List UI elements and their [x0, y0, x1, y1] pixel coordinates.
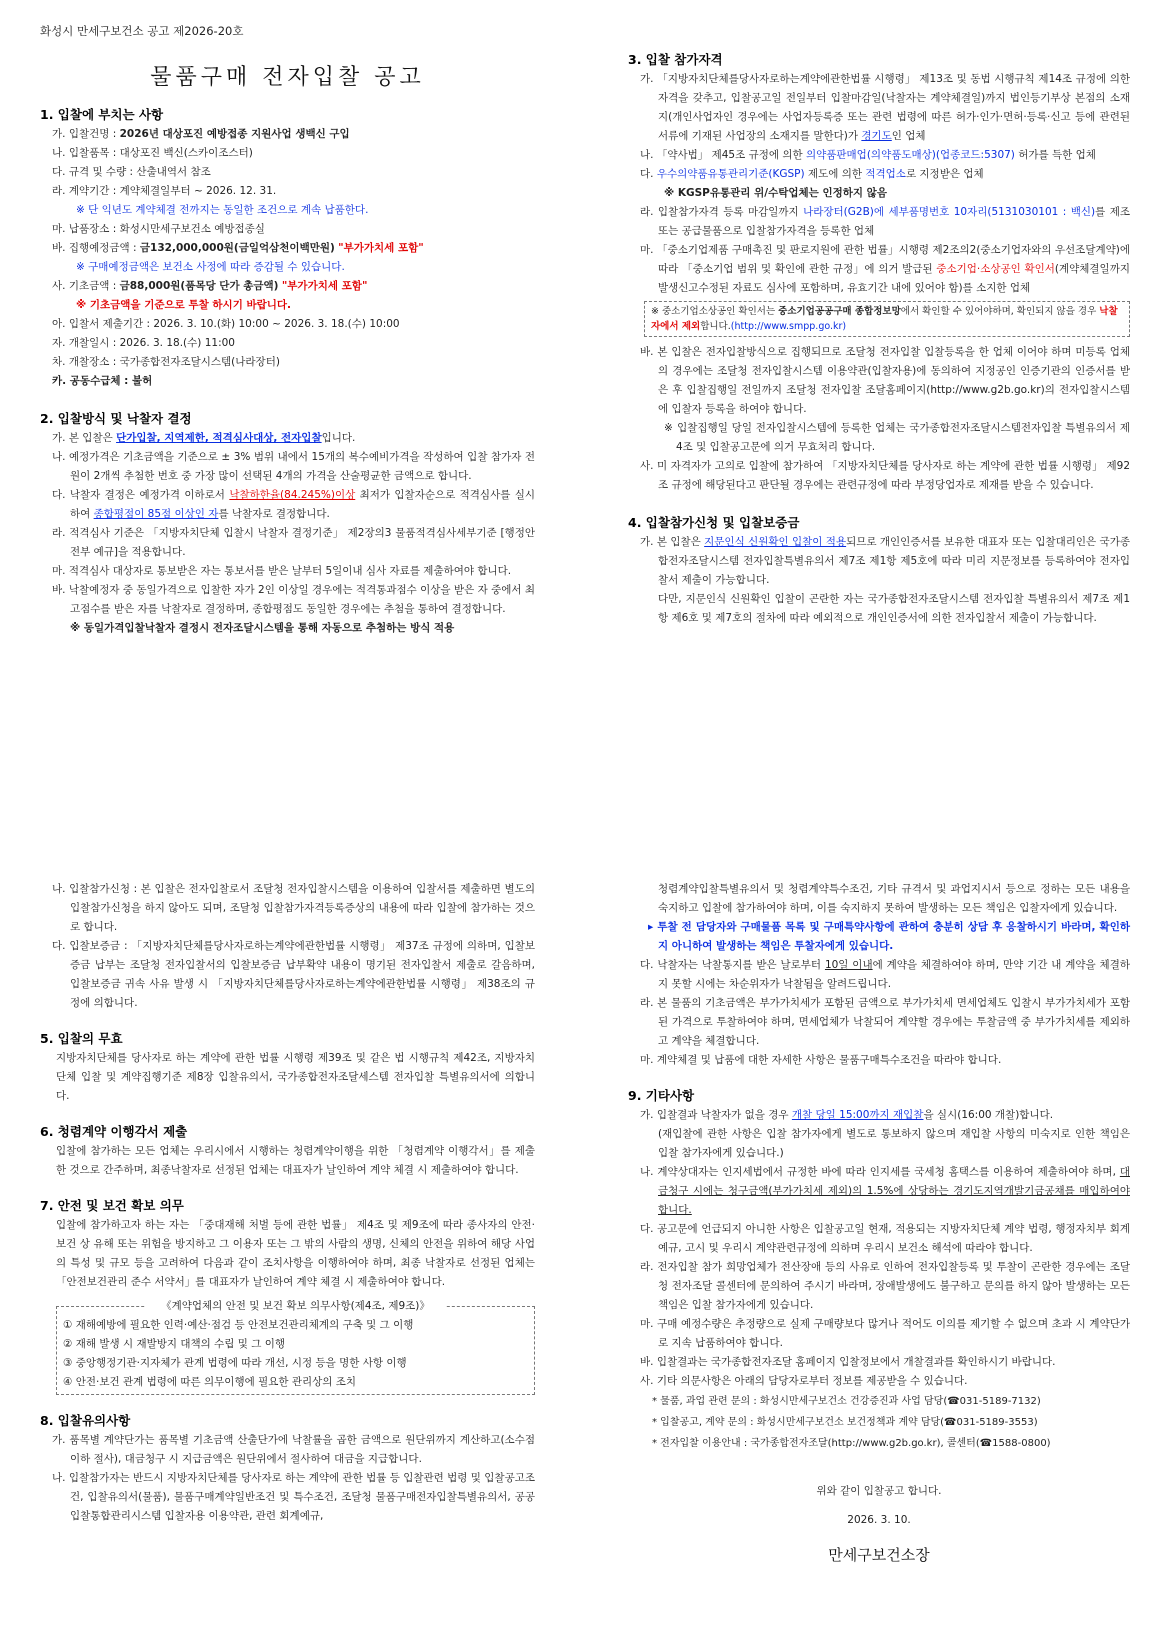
- sme-box-link[interactable]: (http://www.smpp.go.kr): [730, 321, 847, 332]
- sec2-bid-type: 단가입찰, 지역제한, 적격심사대상, 전자입찰: [116, 432, 322, 444]
- sec8-arrow-note: ▸ 투찰 전 담당자와 구매물품 목록 및 구매특약사항에 관하여 충분히 상담 후 응찰하시기 바라며, 확인하지 아니하여 발생하는 책임은 투찰자에게 있습니다.: [648, 921, 1130, 952]
- sec1-ba-vat: "부가가치세 포함": [338, 242, 424, 254]
- sec3-item-ga: [628, 70, 1130, 146]
- sec1-item-ka: 카. 공동수급체 : 불허: [52, 375, 153, 387]
- sec8-item-ra: 라. 본 물품의 기초금액은 부가가치세가 포함된 금액으로 부가가치세 면세업체도 입찰시 부가가치세가 포함된 가격으로 투찰하여야 하며, 면세업체가 낙찰되어 계약할 경우에는 투찰금액 중 부가가치세를 제외하고 계약을 체결합니다.: [640, 997, 1130, 1047]
- sec9-na-prefix: 나. 계약상대자는 인지세법에서 규정한 바에 따라 인지세를 국세청 홈택스를 이용하여 제출하여야 하며,: [640, 1166, 1120, 1178]
- closing-statement: 위와 같이 입찰공고 합니다.: [816, 1485, 942, 1497]
- safety-duties-box: [56, 1300, 535, 1395]
- section-1-heading: 1. 입찰에 부치는 사항: [40, 107, 164, 122]
- safety-item: ④ 안전·보건 관계 법령에 따른 의무이행에 필요한 관리상의 조치: [63, 1376, 357, 1388]
- sec3-na-suffix: 허가를 득한 업체: [1014, 149, 1096, 161]
- sme-box-exclusion: 낙찰자에서 제외: [651, 306, 1118, 332]
- sec1-item-ma: 마. 납품장소 : 화성시만세구보건소 예방접종실: [52, 223, 265, 235]
- sec9-item-na: [628, 1163, 1130, 1220]
- sec4-item-na: 나. 입찰참가신청 : 본 입찰은 전자입찰로서 조달청 전자입찰시스템을 이용하여 입찰서를 제출하면 별도의 입찰참가신청을 하지 않아도 되며, 조달청 입찰참가자격등록증상의 내용에 따라 입찰에 참가하는 것으로 합니다.: [52, 883, 535, 933]
- sec3-ra-prefix: 라. 입찰참가자격 등록 마감일까지: [640, 206, 804, 218]
- sme-box-suffix: 합니다.: [700, 321, 731, 332]
- sec8-na-continued: 청렴계약입찰특별유의서 및 청렴계약특수조건, 기타 규격서 및 과업지시서 등으로 정하는 모든 내용을 숙지하고 입찰에 참가하여야 하며, 이를 숙지하지 못하여 발생하는 모든 책임은 입찰자에게 있습니다.: [658, 883, 1130, 914]
- section-7-heading: 7. 안전 및 보건 확보 의무: [40, 1198, 184, 1213]
- sec1-item-da: 다. 규격 및 수량 : 산출내역서 참조: [52, 166, 211, 178]
- sec2-note: ※ 동일가격입찰낙찰자 결정시 전자조달시스템을 통해 자동으로 추첨하는 방식 적용: [70, 622, 455, 634]
- section-6-heading: 6. 청렴계약 이행각서 제출: [40, 1124, 188, 1139]
- sec1-item-ra: 라. 계약기간 : 계약체결일부터 ~ 2026. 12. 31.: [52, 185, 277, 197]
- page-title: 물품구매 전자입찰 공고: [150, 65, 425, 90]
- sec2-item-ga: [40, 429, 535, 448]
- sec8-item-da: [628, 956, 1130, 994]
- left-column-bottom: [40, 880, 535, 1526]
- sec3-item-ba: 바. 본 입찰은 전자입찰방식으로 집행되므로 조달청 전자입찰 입찰등록을 한 업체 이어야 하며 미등록 업체의 경우에는 조달청 전자입찰시스템 이용약관(입찰자용)에 동의하여 지정공인 인증기관의 인증서를 받은 후 입찰집행일 전일까지 조달청 전자입찰 조달홈페이지(http://www.g2b.go.kr)의 전자입찰시스템에 입찰자 등록을 하여야 합니다.: [640, 346, 1130, 415]
- safety-item: ③ 중앙행정기관·지자체가 관계 법령에 따라 개선, 시정 등을 명한 사항 이행: [63, 1357, 407, 1369]
- sec1-sa-prefix: 사. 기초금액 :: [52, 280, 120, 292]
- sec6-body: 입찰에 참가하는 모든 업체는 우리시에서 시행하는 청렴계약이행을 위한 「청렴계약 이행각서」를 제출한 것으로 간주하며, 최종낙찰자로 선정된 업체는 대표자가 날인하여 계약 체결 시 제출하여야 합니다.: [56, 1145, 535, 1176]
- sec1-item-sa: [40, 277, 535, 296]
- safety-item: ① 재해예방에 필요한 인력·예산·점검 등 안전보건관리체계의 구축 및 그 이행: [63, 1319, 414, 1331]
- sec8-item-ga: 가. 품목별 계약단가는 품목별 기초금액 산출단가에 낙찰률을 곱한 금액으로 원단위까지 계산하고(소수점 이하 절사), 대금청구 시 지급금액은 원단위에서 절사하여 대금을 지급합니다.: [52, 1434, 535, 1465]
- sme-box-middle: 에서 확인할 수 있어야하며, 확인되지 않을 경우: [900, 306, 1100, 317]
- sec1-item-ba: [40, 239, 535, 258]
- section-9-heading: 9. 기타사항: [628, 1088, 695, 1103]
- sec3-item-da: [628, 165, 1130, 184]
- sec4-ga-prefix: 가. 본 입찰은: [640, 536, 705, 548]
- sec8-da-suffix: 에 계약을 체결하여야 하며, 만약 기간 내 계약을 체결하지 못할 시에는 차순위자가 낙찰됨을 알려드립니다.: [658, 959, 1130, 990]
- right-column-top: [628, 50, 1130, 628]
- sec9-ga-suffix: 을 실시(16:00 개찰)합니다.: [923, 1109, 1054, 1121]
- contact-line: * 물품, 과업 관련 문의 : 화성시만세구보건소 건강증진과 사업 담당(☎031-5189-7132): [652, 1396, 1041, 1407]
- sec2-da-middle: 최저가 입찰자순으로 적격심사를 실시하여: [70, 489, 536, 520]
- sec9-item-sa: 사. 기타 의문사항은 아래의 담당자로부터 정보를 제공받을 수 있습니다.: [640, 1375, 968, 1387]
- sec9-ga-prefix: 가. 입찰결과 낙찰자가 없을 경우: [640, 1109, 792, 1121]
- sec9-item-ma: 마. 구매 예정수량은 추정량으로 실제 구매량보다 많거나 적어도 이의를 제기할 수 없으며 초과 시 계약단가로 지속 납품하여야 합니다.: [640, 1318, 1130, 1349]
- section-8-heading: 8. 입찰유의사항: [40, 1413, 131, 1428]
- sec9-item-ba: 바. 입찰결과는 국가종합전자조달 홈페이지 입찰정보에서 개찰결과를 확인하시기 바랍니다.: [640, 1356, 1056, 1368]
- sec7-body: 입찰에 참가하고자 하는 자는 「중대재해 처벌 등에 관한 법률」 제4조 및 제9조에 따라 종사자의 안전·보건 상 유해 또는 위험을 방지하고 그 이용자 또는 그 밖의 사람의 생명, 신체의 안전을 위하여 해당 사업의 특성 및 규모 등을 고려하여 다음과 같이 조치사항을 이행하여야 하며, 최종 낙찰자로 선정된 업체는 「안전보건관리 준수 서약서」를 대표자가 날인하여 계약 체결 시 제출하여야 합니다.: [56, 1219, 535, 1288]
- right-column-bottom: [628, 880, 1130, 1566]
- sec3-kgsp: 우수의약품유통관리기준(KGSP): [656, 168, 805, 180]
- sec1-ga-prefix: 가. 입찰건명 :: [52, 128, 120, 140]
- sec3-ra-suffix: 를 제조 또는 공급물품으로 입찰참가자격을 등록한 업체: [658, 206, 1130, 237]
- sec8-deadline: 10일 이내: [824, 959, 873, 971]
- sec3-da-middle: 제도에 의한: [804, 168, 866, 180]
- sec1-item-ja: 자. 개찰일시 : 2026. 3. 18.(수) 11:00: [52, 337, 235, 349]
- sec3-da-prefix: 다.: [640, 168, 657, 180]
- sec2-ga-prefix: 가. 본 입찰은: [52, 432, 117, 444]
- sec3-g2b-code: 나라장터(G2B)에 세부품명번호 10자리(5131030101 : 백신): [803, 206, 1096, 218]
- section-2-heading: 2. 입찰방식 및 낙찰자 결정: [40, 411, 192, 426]
- section-3-heading: 3. 입찰 참가자격: [628, 52, 723, 67]
- sec1-bid-title: 2026년 대상포진 예방접종 지원사업 생백신 구입: [119, 128, 350, 140]
- sec8-item-ma: 마. 계약체결 및 납품에 대한 자세한 사항은 물품구매특수조건을 따라야 합니다.: [640, 1054, 1002, 1066]
- contact-line: * 전자입찰 이용안내 : 국가종합전자조달(http://www.g2b.go.kr), 콜센터(☎1588-0800): [652, 1438, 1051, 1449]
- section-5-heading: 5. 입찰의 무효: [40, 1031, 123, 1046]
- sec2-score-threshold: 종합평점이 85점 이상인 자: [93, 508, 219, 520]
- sec3-da-suffix: 로 지정받은 업체: [905, 168, 984, 180]
- sec1-ba-note: ※ 구매예정금액은 보건소 사정에 따라 증감될 수 있습니다.: [76, 261, 345, 273]
- sec1-item-cha: 차. 개찰장소 : 국가종합전자조달시스템(나라장터): [52, 356, 280, 368]
- sec1-sa-vat: "부가가치세 포함": [281, 280, 368, 292]
- sec9-item-ga: [628, 1106, 1130, 1125]
- sec3-ma-prefix: 마. 「중소기업제품 구매촉진 및 판로지원에 관한 법률」시행령 제2조의2(중소기업자와의 우선조달계약)에 따라 「중소기업 범위 및 확인에 관한 규정」에 의거 발급된: [640, 244, 1130, 275]
- doc-number: 화성시 만세구보건소 공고 제2026-20호: [40, 24, 244, 38]
- sec4-item-da: 다. 입찰보증금 : 「지방자치단체를당사자로하는계약에관한법률 시행령」 제37조 규정에 의하며, 입찰보증금 납부는 조달청 전자입찰서의 입찰보증금 납부확약 내용이 명기된 전자입찰서 제출로 갈음하며, 입찰보증금 귀속 사유 발생 시 「지방자치단체를당사자로하는계약에관한법률 시행령」 제38조의 규정에 의합니다.: [52, 940, 535, 1009]
- sec9-item-da: 다. 공고문에 언급되지 아니한 사항은 입찰공고일 현재, 적용되는 지방자치단체 계약 법령, 행정자치부 회계예규, 고시 및 우리시 계약관련규정에 의하며 우리시 보건소 해석에 따라야 합니다.: [640, 1223, 1130, 1254]
- sec2-item-da: [40, 486, 535, 524]
- sec2-item-ba: 바. 낙찰예정자 중 동일가격으로 입찰한 자가 2인 이상일 경우에는 적격통과점수 이상을 받은 자 중에서 최고점수를 받은 자를 낙찰자로 결정하며, 종합평점도 동일한 경우에는 추첨을 통하여 결정합니다.: [52, 584, 535, 615]
- sec9-ga-2: (재입찰에 관한 사항은 입찰 참가자에게 별도로 통보하지 않으며 재입찰 사항의 미숙지로 인한 책임은 입찰 참가자에게 있습니다.): [658, 1128, 1130, 1159]
- announcement-date: 2026. 3. 10.: [847, 1514, 911, 1526]
- sec3-item-na: [628, 146, 1130, 165]
- sec8-da-prefix: 다. 낙찰자는 낙찰통지를 받은 날로부터: [640, 959, 825, 971]
- sec3-ma-suffix: (계약체결일까지 발생신고수정된 자료도 심사에 포함하며, 유효기간 내에 있어야 함)를 소지한 업체: [658, 263, 1130, 294]
- sme-box-site: 중소기업공공구매 종합정보망: [778, 306, 901, 317]
- left-column-top: [40, 22, 535, 638]
- sec3-sme-cert: 중소기업·소상공인 확인서: [936, 263, 1055, 275]
- sec3-license: 의약품판매업(의약품도매상)(업종코드:5307): [805, 149, 1015, 161]
- sec4-fingerprint: 지문인식 신원확인 입찰이 적용: [704, 536, 847, 548]
- sec2-ga-suffix: 입니다.: [321, 432, 356, 444]
- sec1-item-na: 나. 입찰품목 : 대상포진 백신(스카이조스터): [52, 147, 253, 159]
- sec4-ga-2: 다만, 지문인식 신원확인 입찰이 곤란한 자는 국가종합전자조달시스템 전자입찰 특별유의서 제7조 제1항 제6호 및 제7호의 절차에 따라 예외적으로 개인인증서에 의한 전자입찰서 제출이 가능합니다.: [658, 593, 1130, 624]
- contact-line: * 입찰공고, 계약 문의 : 화성시만세구보건소 보건정책과 계약 담당(☎031-5189-3553): [652, 1417, 1038, 1428]
- sec1-base-amount: 금88,000원(품목당 단가 총금액): [119, 280, 279, 292]
- sec8-item-na: 나. 입찰참가자는 반드시 지방자치단체를 당사자로 하는 계약에 관한 법률 등 입찰관련 법령 및 입찰공고조건, 입찰유의서(물품), 물품구매계약일반조건 및 특수조건, 조달청 물품구매전자입찰특별유의서, 공공입찰통합관리시스템 입찰자용 이용약관, 관련 회계예규,: [52, 1472, 535, 1522]
- sec9-bond-note: 대금청구 시에는 청구금액(부가가치세 제외)의 1.5%에 상당하는 경기도지역개발기금공채를 매입하여야 합니다.: [658, 1166, 1130, 1216]
- sec3-item-sa: 사. 미 자격자가 고의로 입찰에 참가하여 「지방자치단체를 당사자로 하는 계약에 관한 법률 시행령」 제92조 규정에 해당된다고 판단될 경우에는 관련규정에 따라 부정당업자로 제재를 받을 수 있습니다.: [640, 460, 1130, 491]
- sec2-item-ra: 라. 적격심사 기준은 「지방자치단체 입찰시 낙찰자 결정기준」 제2장의3 물품적격심사세부기준 [행정안전부 예규]을 적용합니다.: [52, 527, 535, 558]
- signatory: 만세구보건소장: [828, 1546, 930, 1564]
- sec3-qualified: 적격업소: [865, 168, 906, 180]
- sec3-item-ma: [628, 241, 1130, 298]
- sec9-item-ra: 라. 전자입찰 참가 희망업체가 전산장애 등의 사유로 인하여 전자입찰등록 및 투찰이 곤란한 경우에는 조달청 전자조달 콜센터에 문의하여 주시기 바라며, 장애발생에도 불구하고 문의를 하지 않아 발생하는 모든 책임은 입찰 참가자에게 있습니다.: [640, 1261, 1130, 1311]
- sec2-item-ma: 마. 적격심사 대상자로 통보받은 자는 통보서를 받은 날부터 5일이내 심사 자료를 제출하여야 합니다.: [52, 565, 512, 577]
- sec3-na-prefix: 나. 「약사법」 제45조 규정에 의한: [640, 149, 806, 161]
- sec5-body: 지방자치단체를 당사자로 하는 계약에 관한 법률 시행령 제39조 및 같은 법 시행규칙 제42조, 지방자치단체 입찰 및 계약집행기준 제8장 입찰유의서, 국가종합전자조달세스템 전자입찰 특별유의서에 의합니다.: [56, 1052, 535, 1102]
- sec4-item-ga: [628, 533, 1130, 590]
- sec3-item-ra: [628, 203, 1130, 241]
- sec1-item-ga: [40, 125, 535, 144]
- section-4-heading: 4. 입찰참가신청 및 입찰보증금: [628, 515, 800, 530]
- sec2-da-suffix: 를 낙찰자로 결정합니다.: [218, 508, 330, 520]
- sec3-da-note: ※ KGSP유통관리 위/수탁업체는 인정하지 않음: [664, 187, 887, 199]
- sec3-region: 경기도: [861, 130, 892, 142]
- sec3-ga-text: 가. 「지방자치단체를당사자로하는계약에관한법률 시행령」 제13조 및 동법 시행규칙 제14조 규정에 의한 자격을 갖추고, 입찰공고일 전일부터 입찰마감일(낙찰자는 계약체결일)까지 법인등기부상 본점의 소재지(개인사업자인 경우에는 사업자등록증 또는 관련 법령에 따른 허가·인가·면허·등록·신고 등에 관련된 서류에 기재된 사업장의 소재지를 말한다)가: [640, 73, 1130, 142]
- sec9-rebid-time: 개찰 당일 15:00까지 재입찰: [791, 1109, 924, 1121]
- sme-box-prefix: ※ 중소기업소상공인 확인서는: [651, 306, 779, 317]
- safety-item: ② 재해 발생 시 재발방지 대책의 수립 및 그 이행: [63, 1338, 286, 1350]
- sec1-item-a: 아. 입찰서 제출기간 : 2026. 3. 10.(화) 10:00 ~ 2026. 3. 18.(수) 10:00: [52, 318, 400, 330]
- sec4-ga-suffix: 되므로 개인인증서를 보유한 대표자 또는 입찰대리인은 국가종합전자조달시스템 전자입찰특별유의서 제7조 제1항 제5호에 따라 미리 지문정보를 등록하여야 전자입찰서 제출이 가능합니다.: [658, 536, 1130, 586]
- sec1-ba-prefix: 바. 집행예정금액 :: [52, 242, 140, 254]
- sec3-ba-note: ※ 입찰집행일 당일 전자입찰시스템에 등록한 업체는 국가종합전자조달시스템전자입찰 특별유의서 제4조 및 입찰공고문에 의거 무효처리 합니다.: [664, 422, 1130, 453]
- sec2-lower-limit: 낙찰하한율(84.245%)이상: [229, 489, 356, 501]
- sec1-ra-note: ※ 단 익년도 계약체결 전까지는 동일한 조건으로 계속 납품한다.: [76, 204, 369, 216]
- sme-notice-box: [644, 301, 1130, 337]
- safety-box-title: 《계약업체의 안전 및 보건 확보 의무사항(제4조, 제9조)》: [146, 1297, 446, 1316]
- sec1-sa-note: ※ 기초금액을 기준으로 투찰 하시기 바랍니다.: [76, 299, 292, 311]
- sec1-budget-amount: 금132,000,000원(금일억삼천이백만원): [139, 242, 335, 254]
- sec2-item-na: 나. 예정가격은 기초금액을 기준으로 ± 3% 범위 내에서 15개의 복수예비가격을 작성하여 입찰 참가자 전원이 2개씩 추첨한 번호 중 가장 많이 선택된 4개의 가격을 산술평균한 금액으로 합니다.: [52, 451, 535, 482]
- sec2-da-prefix: 다. 낙찰자 결정은 예정가격 이하로서: [52, 489, 230, 501]
- sec3-ga-suffix: 인 업체: [891, 130, 926, 142]
